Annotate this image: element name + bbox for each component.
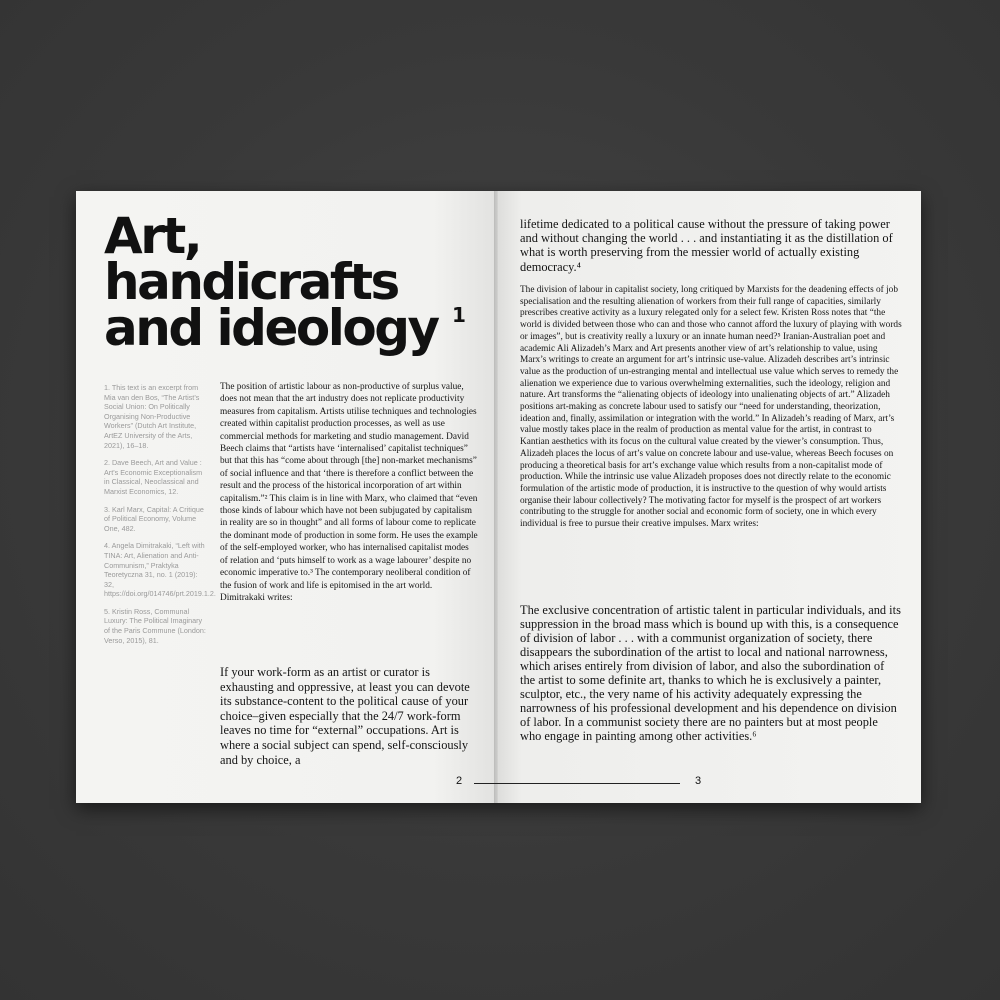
title-line-3: and ideology [104, 299, 438, 357]
title-line-2: handicrafts [104, 253, 398, 311]
page-number-right: 3 [695, 775, 702, 787]
left-page [76, 191, 496, 803]
footnote-2: 2. Dave Beech, Art and Value : Art’s Economic Exceptionalism in Classical, Neoclassical and Marxist Economics, 12. [104, 458, 203, 496]
book-gutter [494, 191, 498, 803]
right-top-quote [520, 217, 898, 274]
right-block-quote [520, 603, 902, 743]
right-page [496, 191, 921, 803]
page-number-left: 2 [456, 775, 463, 787]
left-block-quote [220, 665, 482, 767]
right-quote-paragraph: The exclusive concentration of artistic talent in particular individuals, and its suppression in the broad mass which is bound up with this, is a consequence of division of labor . . . with a communist organization of society, there disappears the subordination of the artist to local and national narrowness, which arises entirely from division of labor, and also the subordination of the artist to some definite art, thanks to which he is exclusively a painter, sculptor, etc., the very name of his activity adequately expressing the narrowness of his professional development and his dependence on division of labor. In a communist society there are no painters but at most people who engage in painting among other activities.⁶ [520, 603, 901, 743]
right-top-quote-paragraph: lifetime dedicated to a political cause without the pressure of taking power and without changing the world . . . and instantiating it as the distillation of what is worth preserving from the messier world of actually existing democracy.⁴ [520, 217, 893, 274]
booklet-spread [76, 191, 921, 803]
right-body-paragraph: The division of labour in capitalist society, long critiqued by Marxists for the deadening effects of job specialisation and the resulting alienation of workers from their full range of capacities, similarly prescribes creative activity as a luxury relegated only for a select few. Kristen Ross notes that “the world is divided between those who can and those who cannot afford the luxury of playing with words or images”, but is creativity really a luxury or an innate human need?⁵ Iranian-Australian poet and academic Ali Alizadeh’s Marx and Art presents another view of art’s relationship to value, using Marx’s writings to create an argument for art’s intrinsic use-value. Alizadeh describes art’s intrinsic value as the production of un-estranging mental and intellectual use value which serves to remedy the alienation we experience due to various overwhelming externalities, such the ideology, religion and nature. Art transforms the “alienating objects of ideology into unalienating objects of art.” Alizadeh positions art-making as concrete labour used to satisfy our “need for understanding, theorization, ideation and, finally, assimilation or integration with the world.” In Alizadeh’s reading of Marx, art’s value mostly takes place in the realm of production as mental value for the artist, in contrast to Kantian aesthetics with its focus on the cultural value created by the viewer’s consumption. Thus, Alizadeh places the locus of art’s value on concrete labour and use-value, whereas Beech focuses on producing a theoretical basis for art’s exchange value which results from a non-capitalist mode of production. While the intrinsic use value Alizadeh proposes does not directly relate to the economic formulation of the artistic mode of production, it is instructive to the question of why would artists organise their labour collectively? The motivating factor for myself is the prospect of art workers contributing to the struggle for another social and economic form of society, one in which every individual is free to pursue their creative impulses. Marx writes: [520, 285, 902, 530]
page-number-rule [474, 783, 680, 784]
footnote-4: 4. Angela Dimitrakaki, “Left with TINA: Art, Alienation and Anti-Communism,” Praktyka Teoretyczna 31, no. 1 (2019): 32, https://doi.org/014746/prt.2019.1.2. [104, 541, 216, 599]
title-line-1: Art, [104, 207, 201, 265]
footnote-1: 1. This text is an excerpt from Mia van den Bos, “The Artist’s Social Union: On Politically Organising Non-Productive Workers” (Dutch Art Institute, ArtEZ University of the Arts, 2021), 16–18. [104, 383, 200, 450]
footnotes-column [104, 383, 216, 653]
footnote-5: 5. Kristin Ross, Communal Luxury: The Political Imaginary of the Paris Commune (London: Verso, 2015), 81. [104, 606, 206, 645]
footnote-3: 3. Karl Marx, Capital: A Critique of Political Economy, Volume One, 482. [104, 504, 204, 533]
title-footnote-marker: 1 [452, 303, 466, 327]
left-body-text [220, 381, 478, 604]
article-title [104, 207, 484, 357]
right-body-text [520, 285, 902, 531]
left-quote-paragraph: If your work-form as an artist or curator is exhausting and oppressive, at least you can devote its substance-content to the political cause of your choice–given especially that the 24/7 work-form leaves no time for “external” occupations. Art is where a social subject can spend, self-consciously and by choice, a [220, 665, 470, 767]
left-body-paragraph: The position of artistic labour as non-productive of surplus value, does not mean that the art industry does not replicate productivity measures from capitalism. Artists utilise techniques and technologies created within capitalist production processes, as well as use commercial methods for marketing and studio management. David Beech claims that “artists have ‘internalised’ capitalist techniques” but that this has “come about through [the] non-market mechanisms” of social influence and that ‘there is therefore a conflict between the result and the process of the historical incorporation of art within capitalism.”² This claim is in line with Marx, who claimed that “even those kinds of labour which have not been subjugated by capitalism in reality are so in thought” and all forms of labour come to replicate the dominant mode of production in some form. He uses the example of the self-employed worker, who has internalised capitalist modes of relation and ‘puts himself to work as a wage labourer’ despite no economic imperative to.³ The contemporary neoliberal condition of the fusion of work and life is epitomised in the art world. Dimitrakaki writes: [220, 382, 478, 603]
